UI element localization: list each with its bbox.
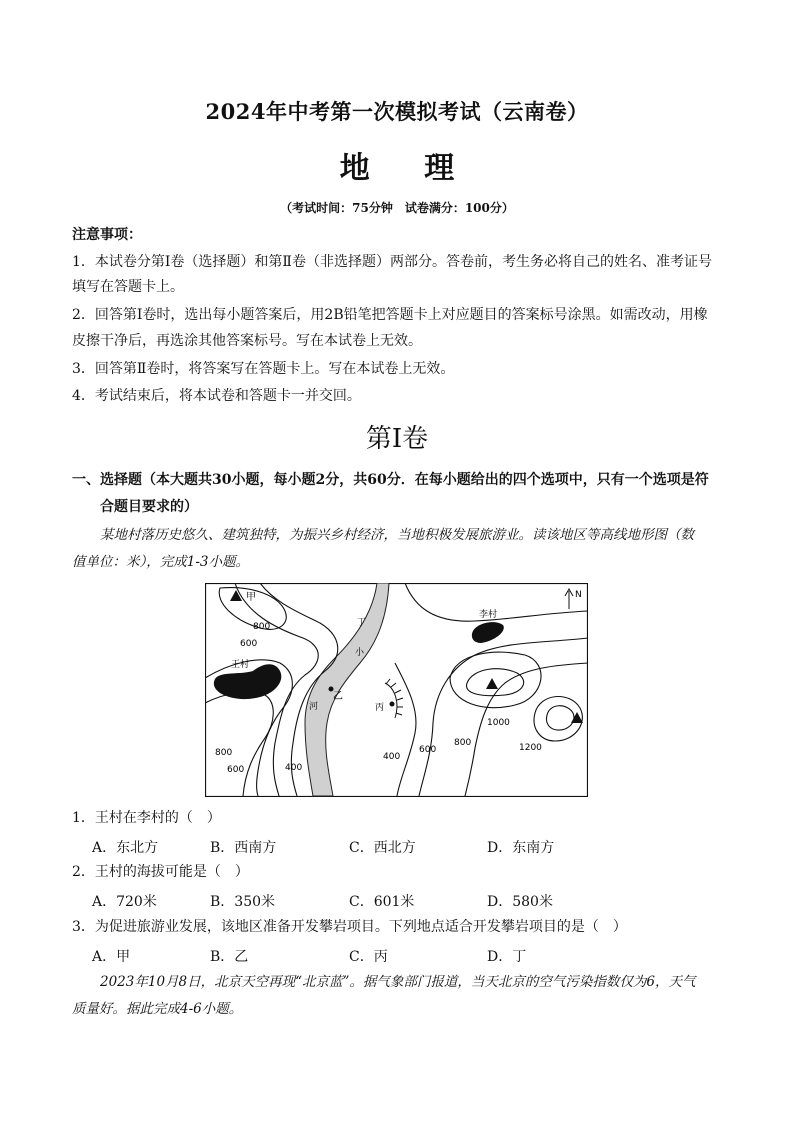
notes-heading: 注意事项： (72, 227, 142, 243)
note-line-6: 4．考试结束后，将本试卷和答题卡一并交回。 (72, 388, 361, 404)
note-line-2: 填写在答题卡上。 (72, 279, 184, 295)
intro-line-2: 值单位：米），完成1-3小题。 (72, 554, 249, 570)
contour-map (205, 583, 588, 797)
q2-option-d[interactable]: D．580米 (487, 894, 553, 910)
label-li: 李村 (479, 610, 498, 620)
passage-2-line-1: 2023年10月8日，北京天空再现“北京蓝”。据气象部门报道，当天北京的空气污染指数仅为6，天气 (100, 974, 696, 990)
contour-label: 600 (240, 639, 258, 649)
contour-label: 600 (419, 745, 437, 755)
question-3-stem: 3．为促进旅游业发展，该地区准备开发攀岩项目。下列地点适合开发攀岩项目的是（ ） (72, 919, 627, 935)
contour-label: 800 (215, 748, 233, 758)
label-bing: 丙 (375, 703, 385, 713)
q2-option-a[interactable]: A．720米 (92, 894, 157, 910)
note-line-5: 3．回答第Ⅱ卷时，将答案写在答题卡上。写在本试卷上无效。 (72, 361, 455, 377)
q3-option-d[interactable]: D．丁 (487, 949, 527, 965)
label-river-2: 河 (309, 702, 319, 712)
q2-option-c[interactable]: C．601米 (349, 894, 415, 910)
intro-line-1: 某地村落历史悠久、建筑独特，为振兴乡村经济，当地积极发展旅游业。读该地区等高线地形图（数 (100, 527, 694, 543)
q3-option-b[interactable]: B．乙 (210, 949, 249, 965)
label-river-1: 小 (355, 648, 365, 658)
note-line-4: 皮擦干净后，再选涂其他答案标号。写在本试卷上无效。 (72, 333, 422, 349)
point-bing (390, 702, 395, 707)
note-line-1: 1．本试卷分第Ⅰ卷（选择题）和第Ⅱ卷（非选择题）两部分。答卷前，考生务必将自己的姓名、准考证号 (72, 254, 712, 270)
label-wang: 王村 (231, 660, 250, 670)
q2-option-b[interactable]: B．350米 (210, 894, 276, 910)
note-line-3: 2．回答第Ⅰ卷时，选出每小题答案后，用2B铅笔把答题卡上对应题目的答案标号涂黑。如需改动，用橡 (72, 307, 708, 323)
part1-heading-2: 合题目要求的） (100, 499, 198, 515)
contour-label: 400 (383, 752, 401, 762)
label-north: N (575, 590, 582, 600)
part1-heading-1: 一、选择题（本大题共30小题，每小题2分，共60分．在每小题给出的四个选项中，只有一个选项是符 (72, 472, 709, 488)
q1-option-b[interactable]: B．西南方 (210, 840, 277, 856)
contour-label: 400 (285, 763, 303, 773)
q3-option-c[interactable]: C．丙 (349, 949, 388, 965)
contour-label: 1000 (487, 718, 510, 728)
exam-title: 2024年中考第一次模拟考试（云南卷） (205, 99, 589, 124)
contour-label: 800 (454, 738, 472, 748)
q3-option-a[interactable]: A．甲 (92, 949, 131, 965)
q1-option-d[interactable]: D．东南方 (487, 840, 555, 856)
contour-label: 1200 (519, 743, 542, 753)
contour-label: 800 (253, 622, 271, 632)
passage-2-line-2: 质量好。据此完成4-6小题。 (72, 1001, 243, 1017)
exam-info: （考试时间：75分钟 试卷满分：100分） (280, 201, 514, 215)
question-1-stem: 1．王村在李村的（ ） (72, 810, 221, 826)
label-yi: 乙 (333, 691, 343, 702)
subject-title: 地 理 (339, 151, 477, 186)
label-ding: 丁 (357, 618, 367, 628)
contour-label: 600 (227, 765, 245, 775)
section-title: 第Ⅰ卷 (365, 424, 429, 454)
label-jia: 甲 (246, 592, 256, 603)
question-2-stem: 2．王村的海拔可能是（ ） (72, 864, 249, 880)
q1-option-a[interactable]: A．东北方 (92, 840, 159, 856)
q1-option-c[interactable]: C．西北方 (349, 840, 416, 856)
